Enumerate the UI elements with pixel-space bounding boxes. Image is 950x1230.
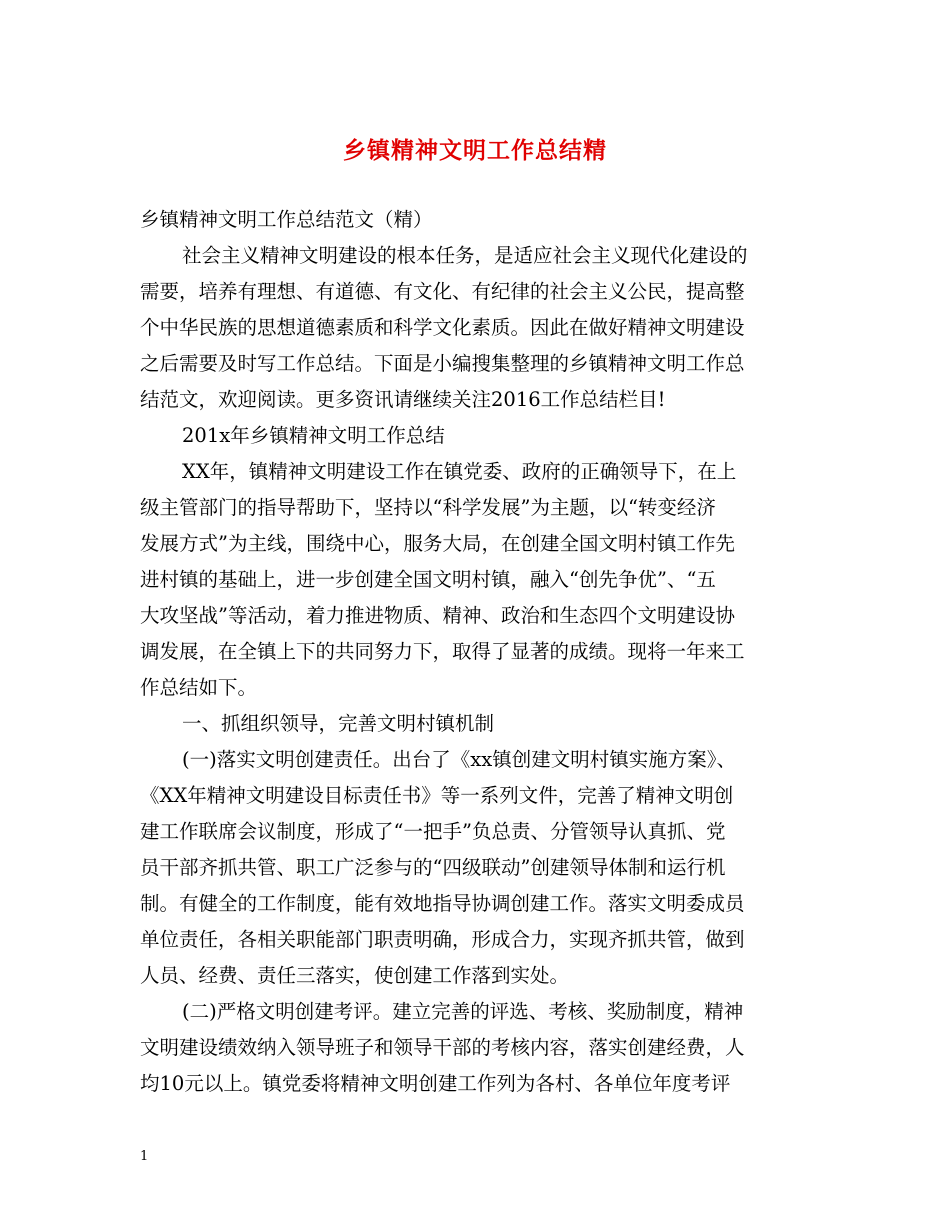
paragraph-line: 单位责任，各相关职能部门职责明确，形成合力，实现齐抓共管，做到: [140, 928, 745, 951]
paragraph-line: 建工作联席会议制度，形成了“一把手”负总责、分管领导认真抓、党: [140, 820, 726, 843]
paragraph-line: 均10元以上。镇党委将精神文明创建工作列为各村、各单位年度考评: [140, 1072, 731, 1095]
paragraph-line: 社会主义精神文明建设的根本任务，是适应社会主义现代化建设的: [182, 244, 748, 267]
paragraph-line: 需要，培养有理想、有道德、有文化、有纪律的社会主义公民，提高整: [140, 280, 745, 303]
paragraph-line: 《XX年精神文明建设目标责任书》等一系列文件，完善了精神文明创: [140, 784, 734, 807]
paragraph-line: 作总结如下。: [140, 676, 258, 699]
paragraph-line: 大攻坚战”等活动，着力推进物质、精神、政治和生态四个文明建设协: [140, 604, 735, 627]
paragraph-line: 结范文，欢迎阅读。更多资讯请继续关注2016工作总结栏目!: [140, 388, 666, 411]
paragraph-line: (二)严格文明创建考评。建立完善的评选、考核、奖励制度，精神: [182, 1000, 744, 1023]
section-heading: 201x年乡镇精神文明工作总结: [182, 424, 445, 447]
paragraph-line: 发展方式”为主线，围绕中心，服务大局，在创建全国文明村镇工作先: [140, 532, 735, 555]
paragraph-line: 进村镇的基础上，进一步创建全国文明村镇，融入“创先争优”、“五: [140, 568, 716, 591]
paragraph-line: XX年，镇精神文明建设工作在镇党委、政府的正确领导下，在上: [182, 460, 737, 483]
paragraph-line: 员干部齐抓共管、职工广泛参与的“四级联动”创建领导体制和运行机: [140, 856, 726, 879]
paragraph-line: (一)落实文明创建责任。出台了《xx镇创建文明村镇实施方案》、: [182, 748, 736, 771]
document-title: 乡镇精神文明工作总结精: [343, 138, 607, 164]
paragraph-line: 之后需要及时写工作总结。下面是小编搜集整理的乡镇精神文明工作总: [140, 352, 745, 375]
paragraph-line: 调发展，在全镇上下的共同努力下，取得了显著的成绩。现将一年来工: [140, 640, 745, 663]
paragraph-line: 制。有健全的工作制度，能有效地指导协调创建工作。落实文明委成员: [140, 892, 745, 915]
paragraph-line: 级主管部门的指导帮助下，坚持以“科学发展”为主题，以“转变经济: [140, 496, 716, 519]
page-number: 1: [140, 1149, 149, 1164]
paragraph-line: 个中华民族的思想道德素质和科学文化素质。因此在做好精神文明建设: [140, 316, 745, 339]
section-heading: 一、抓组织领导，完善文明村镇机制: [182, 712, 495, 735]
subtitle-line: 乡镇精神文明工作总结范文（精）: [140, 208, 433, 231]
paragraph-line: 文明建设绩效纳入领导班子和领导干部的考核内容，落实创建经费，人: [140, 1036, 745, 1059]
paragraph-line: 人员、经费、责任三落实，使创建工作落到实处。: [140, 964, 570, 987]
